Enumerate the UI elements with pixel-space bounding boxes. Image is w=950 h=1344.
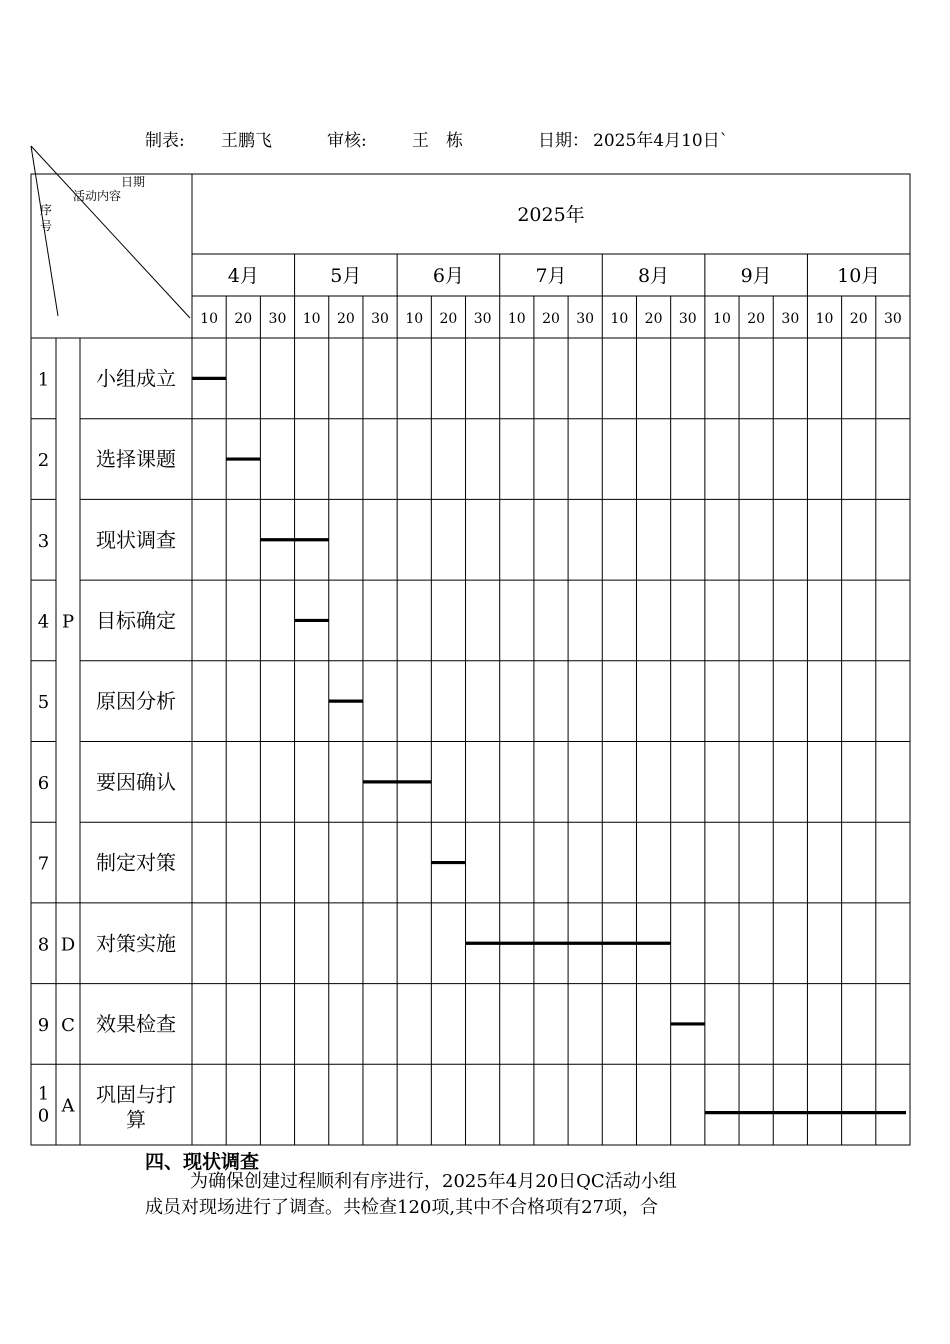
corner-diagonal-2 — [31, 146, 190, 318]
day-label: 20 — [439, 311, 458, 327]
day-label: 30 — [576, 311, 595, 327]
row-activity-line2: 算 — [126, 1107, 146, 1132]
row-activity: 目标确定 — [96, 608, 176, 633]
corner-index-label-bottom: 号 — [39, 219, 53, 233]
row-index: 1 — [37, 369, 50, 391]
row-index-digit: 0 — [37, 1105, 50, 1127]
day-label: 20 — [747, 311, 766, 327]
day-label: 20 — [336, 311, 355, 327]
month-label: 10月 — [837, 265, 881, 287]
row-index: 2 — [37, 450, 50, 472]
row-activity: 选择课题 — [96, 447, 176, 472]
row-activity: 制定对策 — [96, 850, 176, 875]
day-label: 10 — [200, 311, 219, 327]
phase-label: D — [60, 934, 76, 956]
day-label: 30 — [268, 311, 287, 327]
day-label: 10 — [713, 311, 731, 327]
row-activity: 现状调查 — [96, 527, 176, 552]
day-label: 10 — [815, 311, 834, 327]
corner-date-label: 日期 — [120, 175, 146, 189]
table-border — [31, 174, 910, 1145]
row-activity: 小组成立 — [96, 366, 176, 391]
day-label: 20 — [644, 311, 663, 327]
row-activity: 原因分析 — [96, 689, 176, 714]
day-label: 10 — [405, 311, 424, 327]
row-index-digit: 1 — [37, 1083, 50, 1105]
row-index: 4 — [37, 611, 50, 633]
row-activity-line1: 巩固与打 — [96, 1082, 176, 1107]
day-label: 20 — [542, 311, 560, 327]
month-label: 5月 — [330, 265, 362, 287]
date-value: 2025年4月10日` — [593, 131, 729, 151]
row-index: 6 — [37, 772, 50, 794]
paragraph-line-1: 为确保创建过程顺利有序进行，2025年4月20日QC活动小组 — [190, 1171, 677, 1192]
row-index: 8 — [37, 934, 50, 956]
day-label: 20 — [849, 311, 868, 327]
day-label: 30 — [473, 311, 492, 327]
phase-label: A — [61, 1095, 75, 1117]
month-label: 8月 — [638, 265, 670, 287]
month-label: 4月 — [227, 265, 259, 287]
row-activity: 效果检查 — [96, 1011, 176, 1036]
corner-index-label-top: 序 — [39, 203, 53, 217]
day-label: 30 — [371, 311, 389, 327]
paragraph-line-2: 成员对现场进行了调查。共检查120项,其中不合格项有27项，合 — [145, 1197, 658, 1218]
day-label: 10 — [302, 311, 321, 327]
corner-activity-label: 活动内容 — [72, 189, 122, 203]
row-index: 5 — [37, 692, 50, 714]
maker-label: 制表: — [145, 131, 185, 151]
date-label: 日期： — [538, 131, 589, 151]
maker-name: 王鹏飞 — [221, 131, 272, 151]
phase-label: P — [61, 611, 75, 633]
day-label: 20 — [234, 311, 253, 327]
day-label: 10 — [610, 311, 629, 327]
day-label: 30 — [883, 311, 902, 327]
phase-label: C — [61, 1014, 75, 1036]
row-activity: 对策实施 — [96, 931, 176, 956]
month-label: 6月 — [432, 265, 464, 287]
reviewer-label: 审核: — [327, 131, 367, 151]
reviewer-name: 王 栋 — [412, 131, 463, 151]
row-index: 3 — [37, 530, 50, 552]
year-label: 2025年 — [517, 204, 585, 226]
section-title: 四、现状调查 — [145, 1151, 260, 1173]
row-activity: 要因确认 — [96, 769, 176, 794]
day-label: 30 — [781, 311, 800, 327]
month-label: 9月 — [740, 265, 772, 287]
row-index: 9 — [37, 1014, 50, 1036]
day-label: 10 — [507, 311, 526, 327]
row-index: 7 — [37, 853, 50, 875]
day-label: 30 — [678, 311, 697, 327]
month-label: 7月 — [535, 265, 567, 287]
